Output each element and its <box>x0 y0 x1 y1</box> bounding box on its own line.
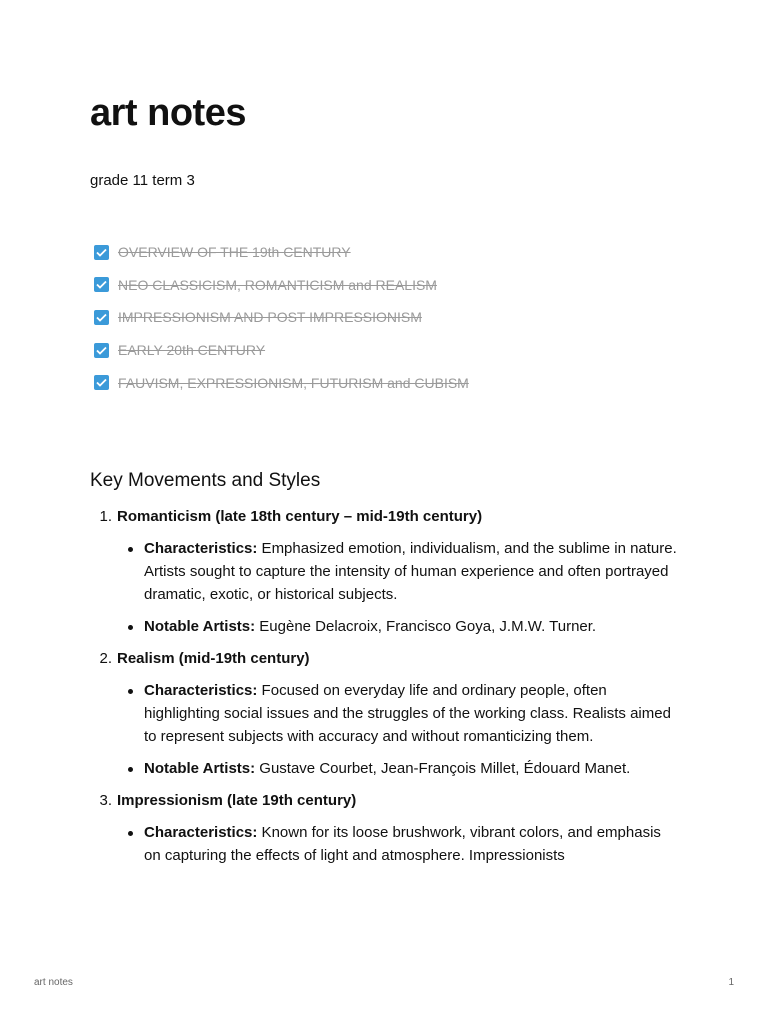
checkbox-checked-icon[interactable] <box>94 310 109 325</box>
bullet-label: Notable Artists: <box>144 618 256 635</box>
footer-page-number: 1 <box>728 977 734 988</box>
checkbox-checked-icon[interactable] <box>94 343 109 358</box>
movement-title: Realism (mid-19th century) <box>117 650 310 667</box>
todo-checklist <box>90 236 469 399</box>
checklist-item <box>90 236 469 269</box>
bullet-item <box>144 821 680 867</box>
bullet-text: Known for its loose brushwork, vibrant colors, and emphasis on capturing the effects of light and atmosphere. Impressionists <box>144 824 661 864</box>
checkbox-checked-icon[interactable] <box>94 245 109 260</box>
bullet-list <box>90 821 680 867</box>
movement-item <box>90 505 680 638</box>
checklist-item <box>90 334 469 367</box>
movements-list <box>90 505 680 876</box>
bullet-item <box>144 757 680 780</box>
list-number: 3. <box>99 792 112 809</box>
list-number: 1. <box>99 508 112 525</box>
movement-item <box>90 647 680 780</box>
movement-title: Impressionism (late 19th century) <box>117 792 357 809</box>
checkbox-checked-icon[interactable] <box>94 375 109 390</box>
bullet-text: Focused on everyday life and ordinary people, often highlighting social issues and the struggles of the working class. Realists aimed to represent subjects with accuracy and without romanticizing them. <box>144 682 671 745</box>
footer-document-name: art notes <box>34 977 73 988</box>
checklist-item <box>90 301 469 334</box>
bullet-text: Gustave Courbet, Jean-François Millet, Édouard Manet. <box>255 760 631 777</box>
checklist-item-label: NEO CLASSICISM, ROMANTICISM and REALISM <box>118 276 437 293</box>
checklist-item <box>90 269 469 302</box>
page-title: art notes <box>90 92 246 134</box>
checklist-item-label: OVERVIEW OF THE 19th CENTURY <box>118 244 351 261</box>
bullet-item <box>144 615 680 638</box>
bullet-label: Characteristics: <box>144 540 258 557</box>
bullet-label: Characteristics: <box>144 824 258 841</box>
bullet-label: Characteristics: <box>144 682 258 699</box>
bullet-label: Notable Artists: <box>144 760 256 777</box>
bullet-text: Eugène Delacroix, Francisco Goya, J.M.W. Turner. <box>255 618 597 635</box>
checklist-item-label: EARLY 20th CENTURY <box>118 342 266 359</box>
section-heading: Key Movements and Styles <box>90 470 321 491</box>
bullet-item <box>144 679 680 748</box>
bullet-text: Emphasized emotion, individualism, and the sublime in nature. Artists sought to capture the intensity of human experience and often portrayed dramatic, exotic, or historical subjects. <box>144 540 677 603</box>
list-number: 2. <box>99 650 112 667</box>
checkbox-checked-icon[interactable] <box>94 277 109 292</box>
page-subtitle: grade 11 term 3 <box>90 172 195 189</box>
bullet-list <box>90 537 680 638</box>
checklist-item-label: FAUVISM, EXPRESSIONISM, FUTURISM and CUBISM <box>118 374 469 391</box>
checklist-item <box>90 366 469 399</box>
bullet-list <box>90 679 680 780</box>
checklist-item-label: IMPRESSIONISM AND POST IMPRESSIONISM <box>118 309 422 326</box>
bullet-item <box>144 537 680 606</box>
movement-item <box>90 789 680 867</box>
movement-title: Romanticism (late 18th century – mid-19th century) <box>117 508 483 525</box>
